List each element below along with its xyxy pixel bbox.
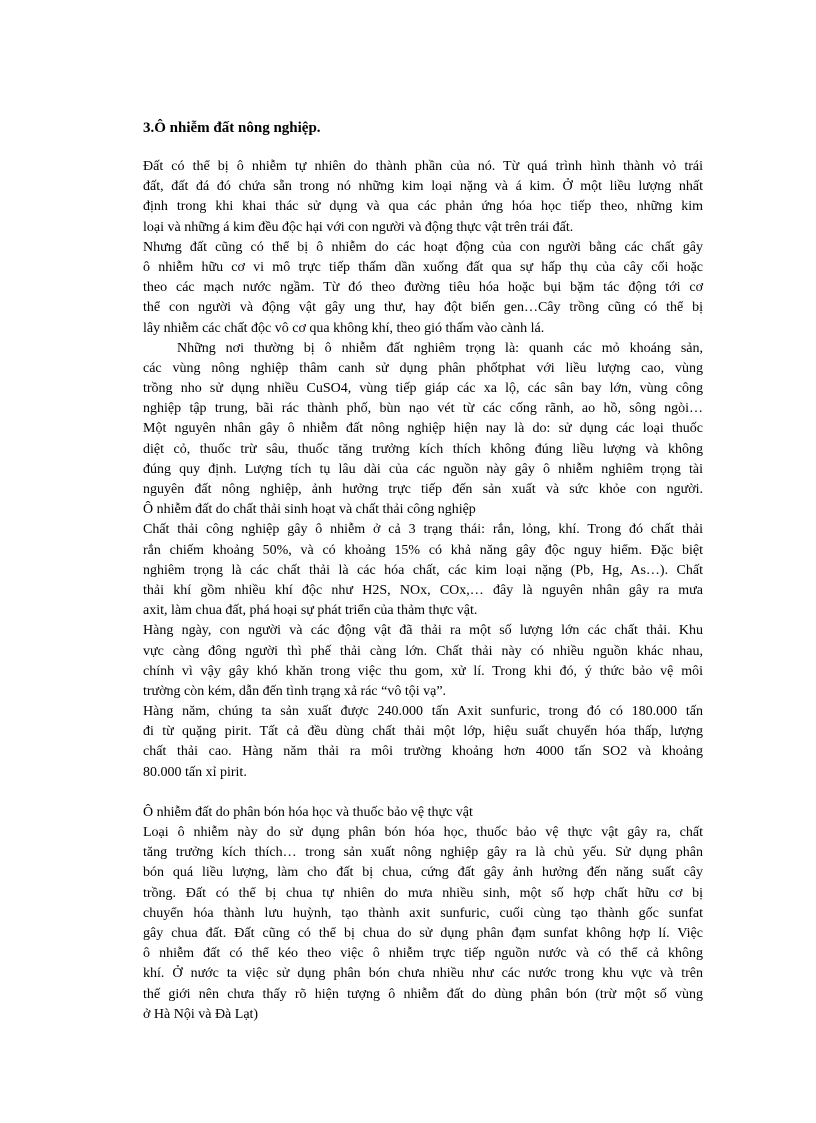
text-line: trồng nho sử dụng nhiều CuSO4, vùng tiếp giáp các xa lộ, các sân bay lớn, vùng công xyxy=(143,381,703,397)
subheading-waste: Ô nhiễm đất do chất thải sinh hoạt và chất thải công nghiệp xyxy=(143,502,476,518)
text-line: trường còn kém, dẫn đến tình trạng xả rác “vô tội vạ”. xyxy=(143,683,447,699)
text-line: chất thải cao. Hàng năm thải ra môi trường khoảng hơn 4000 tấn SO2 và khoảng xyxy=(143,744,703,760)
text-line: ô nhiễm đất có thể kéo theo việc ô nhiễm trực tiếp nguồn nước và có thể cả không xyxy=(143,946,703,962)
paragraph-daily-waste xyxy=(143,621,703,702)
text-line: khí. Ở nước ta việc sử dụng phân bón chưa nhiều như các nước trong khu vực và trên xyxy=(143,966,703,982)
text-line: Hàng ngày, con người và các động vật đã thải ra một số lượng lớn các chất thải. Khu xyxy=(143,623,703,639)
text-line: thế giới nên chưa thấy rõ hiện tượng ô nhiễm đất do dùng phân bón (trừ một số vùng xyxy=(143,986,703,1002)
text-line: trồng. Đất có thể bị chua tự nhiên do mưa nhiều sinh, một số hợp chất hữu cơ bị xyxy=(143,885,703,901)
text-line: thải khí gồm nhiều khí độc như H2S, NOx, COx,… đây là nguyên nhân gây ra mưa xyxy=(143,582,703,598)
text-line: Nhưng đất cũng có thể bị ô nhiễm do các hoạt động của con người bằng các chất gây xyxy=(143,239,703,255)
text-line: nguyên đất nông nghiệp, ảnh hưởng trực tiếp đến sản xuất và sức khỏe con người. xyxy=(143,482,703,497)
text-line: đất, đất đá đó chứa sẵn trong nó những kim loại nặng và á kim. Ở một liều lượng nhất xyxy=(143,179,703,195)
paragraph-pollution-sources xyxy=(143,339,703,501)
text-line: các vùng nông nghiệp thâm canh sử dụng phân phốtphat với liều lượng cao, vùng xyxy=(143,360,703,376)
text-line: diệt cỏ, thuốc trừ sâu, thuốc tăng trưởng kích thích không đúng liều lượng và không xyxy=(143,441,703,457)
paragraph-natural-pollution xyxy=(143,157,703,339)
text-line: tăng trưởng kích thích… trong sản xuất nông nghiệp gây ra là chủ yếu. Sử dụng phân xyxy=(143,845,703,861)
text-line: axit, làm chua đất, phá hoại sự phát triển của thảm thực vật. xyxy=(143,603,478,619)
text-line: Loại ô nhiễm này do sử dụng phân bón hóa học, thuốc bảo vệ thực vật gây ra, chất xyxy=(143,825,703,840)
paragraph-sulfuric-acid xyxy=(143,702,703,783)
paragraph-fertilizer-pollution xyxy=(143,823,703,1025)
text-line: Hàng năm, chúng ta sản xuất được 240.000 tấn Axit sunfuric, trong đó có 180.000 tấn xyxy=(143,704,703,720)
text-line: định trong khi khai thác sử dụng và qua các phản ứng hóa học tiếp theo, những kim xyxy=(143,199,703,215)
text-line: Những nơi thường bị ô nhiễm đất nghiêm trọng là: quanh các mỏ khoáng sản, xyxy=(177,340,703,356)
text-line: ô nhiễm hữu cơ vi mô trực tiếp thấm dần xuống đất qua sự hấp thụ của cây cối hoặc xyxy=(143,259,703,275)
subheading-fertilizer: Ô nhiễm đất do phân bón hóa học và thuốc bảo vệ thực vật xyxy=(143,804,473,820)
text-line: thể con người và động vật gây ung thư, hay đột biến gen…Cây trồng cũng có thể bị xyxy=(143,300,703,316)
blank-line xyxy=(143,783,703,803)
text-line: Một nguyên nhân gây ô nhiễm đất nông nghiệp hiện nay là do: sử dụng các loại thuốc xyxy=(143,421,703,437)
text-line: chuyển hóa thành lưu huỳnh, tạo thành axit sunfuric, cuối cùng tạo thành gốc sunfat xyxy=(143,905,703,921)
document-body xyxy=(143,118,703,1025)
text-line: Đất có thể bị ô nhiễm tự nhiên do thành phần của nó. Từ quá trình hình thành vỏ trái xyxy=(143,159,703,174)
text-line: chính vì vậy gây khó khăn trong việc thu gom, xử lí. Trong khi đó, ý thức bảo vệ môi xyxy=(143,663,703,679)
text-line: theo các mạch nước ngầm. Từ đó theo đường tiêu hóa hoặc bụi bặm tác động tới cơ xyxy=(143,280,703,296)
text-line: ở Hà Nội và Đà Lạt) xyxy=(143,1006,259,1022)
text-line: nghiêm trọng là các chất thải là các hóa chất, các kim loại nặng (Pb, Hg, As…). Chất xyxy=(143,562,703,578)
text-line: Chất thải công nghiệp gây ô nhiễm ở cả 3 trạng thái: rắn, lỏng, khí. Trong đó chất thải xyxy=(143,522,703,538)
text-line: lây nhiễm các chất độc vô cơ qua không khí, theo gió thấm vào cành lá. xyxy=(143,320,545,336)
text-line: nghiệp tập trung, bãi rác thành phố, bùn nạo vét từ các cống rãnh, ao hồ, sông ngòi… xyxy=(143,401,703,417)
text-line: bón quá liều lượng, làm cho đất bị chua, cứng đất gây ảnh hưởng đến năng suất cây xyxy=(143,865,703,881)
text-line: gây chua đất. Đất cũng có thể bị chua do sử dụng phân đạm sunfat không hợp lí. Việc xyxy=(143,925,703,941)
section-heading: 3.Ô nhiễm đất nông nghiệp. xyxy=(143,120,321,136)
text-line: rắn chiếm khoảng 50%, và có khoảng 15% có khả năng gây độc nguy hiểm. Đặc biệt xyxy=(143,542,703,558)
text-line: loại và những á kim đều độc hại với con người và động thực vật trên trái đất. xyxy=(143,219,574,235)
text-line: đi từ quặng pirit. Tất cả đều dùng chất thải một lớp, hiệu suất chuyển hóa thấp, lượng xyxy=(143,724,703,740)
text-line: 80.000 tấn xỉ pirit. xyxy=(143,764,247,780)
text-line: vực càng đông người thì phế thải càng lớn. Chất thải này có nhiều nguồn khác nhau, xyxy=(143,643,703,659)
paragraph-industrial-waste xyxy=(143,520,703,621)
text-line: đúng quy định. Lượng tích tụ lâu dài của các nguồn này gây ô nhiễm nghiêm trọng tài xyxy=(143,461,703,477)
